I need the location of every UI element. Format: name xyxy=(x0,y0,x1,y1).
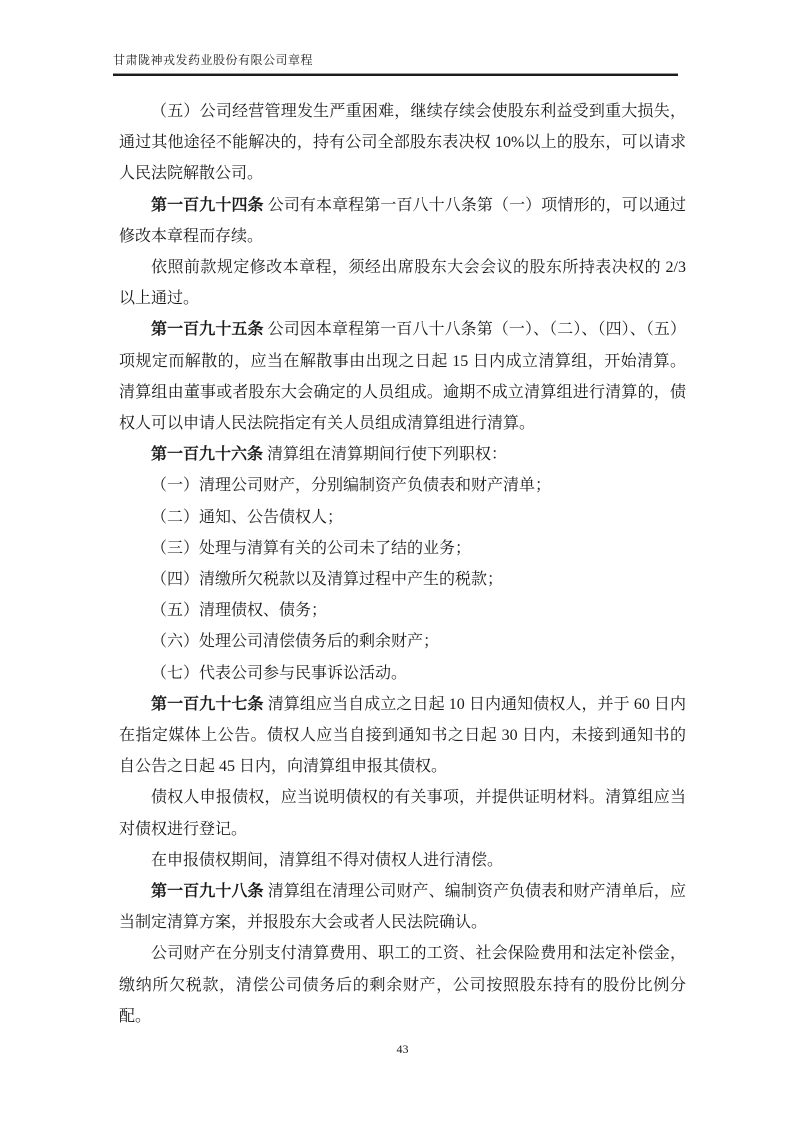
paragraph-text: （一）清理公司财产，分别编制资产负债表和财产清单； xyxy=(151,477,552,495)
paragraph xyxy=(119,626,686,657)
article-number: 第一百九十七条 xyxy=(151,695,264,713)
header-rule xyxy=(113,73,678,76)
article-number: 第一百九十五条 xyxy=(151,321,264,339)
paragraph-text: （五）公司经营管理发生严重困难，继续存续会使股东利益受到重大损失，通过其他途径不能解决的，持有公司全部股东表决权 10%以上的股东，可以请求人民法院解散公司。 xyxy=(119,103,686,183)
article-number: 第一百九十八条 xyxy=(151,883,264,901)
paragraph xyxy=(119,876,686,938)
document-title: 甘肃陇神戎发药业股份有限公司章程 xyxy=(113,53,314,67)
header-rule-thick-line xyxy=(113,74,678,76)
paragraph-text: （五）清理债权、债务； xyxy=(151,602,328,620)
paragraph xyxy=(119,314,686,439)
paragraph-text: （二）通知、公告债权人； xyxy=(151,508,344,526)
paragraph-text: 在申报债权期间，清算组不得对债权人进行清偿。 xyxy=(151,851,504,869)
paragraph xyxy=(119,533,686,564)
article-number: 第一百九十四条 xyxy=(151,196,264,214)
paragraph-text: 清算组应当自成立之日起 10 日内通知债权人，并于 60 日内在指定媒体上公告。债权人应当自接到通知书之日起 30 日内，未接到通知书的自公告之日起 45 日内，向清算组申报其债权。 xyxy=(119,695,686,776)
paragraph-text: 公司财产在分别支付清算费用、职工的工资、社会保险费用和法定补偿金，缴纳所欠税款，清偿公司债务后的剩余财产，公司按照股东持有的股份比例分配。 xyxy=(119,945,686,1025)
paragraph xyxy=(119,782,686,844)
paragraph-text: 依照前款规定修改本章程，须经出席股东大会会议的股东所持表决权的 2/3 以上通过。 xyxy=(119,259,686,308)
page-footer xyxy=(119,1040,686,1058)
paragraph xyxy=(119,502,686,533)
paragraph xyxy=(119,96,686,190)
paragraph xyxy=(119,689,686,783)
paragraph-text: （六）处理公司清偿债务后的剩余财产； xyxy=(151,633,440,651)
paragraph xyxy=(119,845,686,876)
paragraph xyxy=(119,595,686,626)
paragraph-text: 债权人申报债权，应当说明债权的有关事项，并提供证明材料。清算组应当对债权进行登记。 xyxy=(119,789,686,838)
paragraph xyxy=(119,564,686,595)
article-number: 第一百九十六条 xyxy=(151,446,264,464)
paragraph xyxy=(119,658,686,689)
paragraph xyxy=(119,190,686,252)
paragraph-text: 清算组在清算期间行使下列职权： xyxy=(267,446,508,464)
paragraph xyxy=(119,439,686,470)
paragraph-text: （七）代表公司参与民事诉讼活动。 xyxy=(151,664,408,682)
paragraph-text: 公司因本章程第一百八十八条第（一）、（二）、（四）、（五）项规定而解散的，应当在解散事由出现之日起 15 日内成立清算组，开始清算。清算组由董事或者股东大会确定的人员组成。逾期不成立清算组进行清算的，债权人可以申请人民法院指定有关人员组成清算组进行清算。 xyxy=(119,321,686,433)
paragraph-text: （三）处理与清算有关的公司未了结的业务； xyxy=(151,539,472,557)
paragraph xyxy=(119,470,686,501)
document-body xyxy=(119,96,686,1032)
paragraph-text: 清算组在清理公司财产、编制资产负债表和财产清单后，应当制定清算方案，并报股东大会或者人民法院确认。 xyxy=(119,883,686,932)
page-number: 43 xyxy=(396,1042,409,1056)
paragraph-text: 公司有本章程第一百八十八条第（一）项情形的，可以通过修改本章程而存续。 xyxy=(119,196,686,245)
paragraph-text: （四）清缴所欠税款以及清算过程中产生的税款； xyxy=(151,571,504,589)
paragraph xyxy=(119,938,686,1032)
page-header xyxy=(113,52,678,76)
paragraph xyxy=(119,252,686,314)
